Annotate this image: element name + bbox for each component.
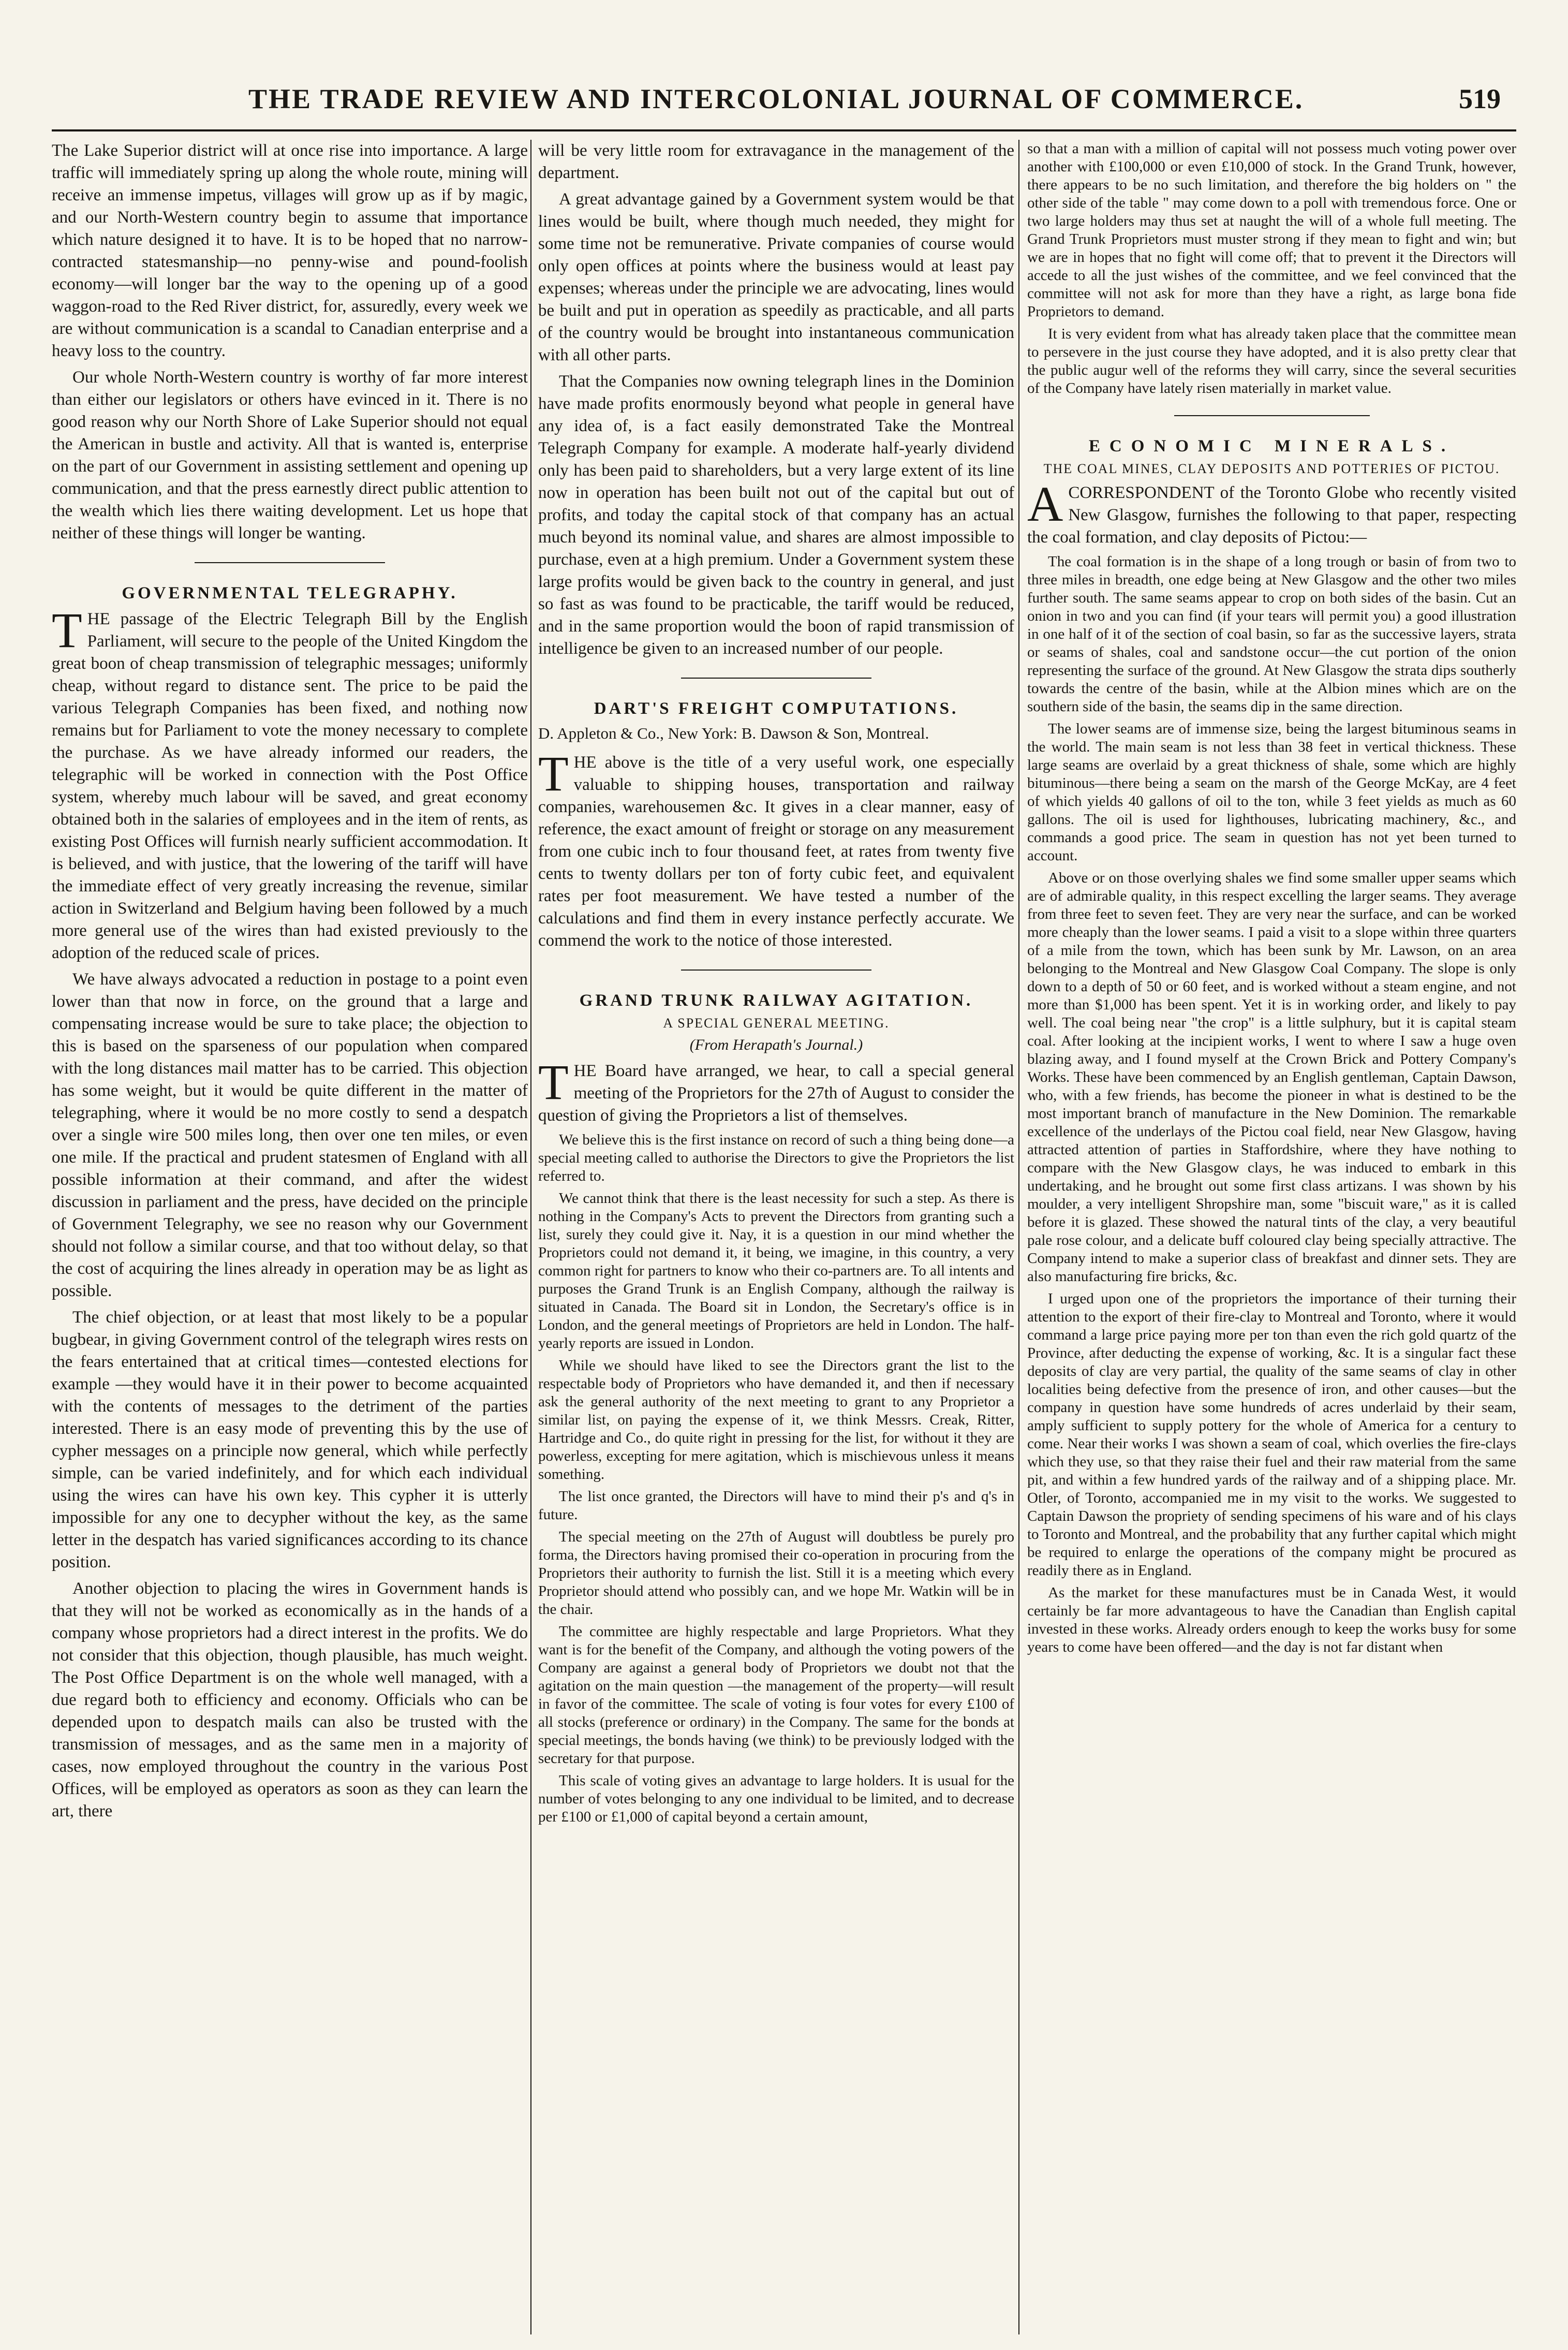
section-divider <box>1174 415 1370 416</box>
column-3 <box>1027 140 1516 2334</box>
paragraph: While we should have liked to see the Directors grant the list to the respectable body of Proprietors who have demanded it, and then if necessary ask the general authority of the next meeting to grant to any Proprietor a similar list, on paying the expense of it, we think Messrs. Creak, Ritter, Hartridge and Co., do quite right in pressing for the list, for without it they are powerless, excepting for mere agitation, which is mischievous unless it means something. <box>538 1357 1014 1482</box>
paragraph: Above or on those overlying shales we find some smaller upper seams which are of admirable quality, in this respect excelling the larger seams. They average from three feet to seven feet. They are very near the surface, and can be worked more cheaply than the lower seams. I paid a visit to a slope within three quarters of a mile from the town, which has been sunk by Mr. Lawson, on an area belonging to the Montreal and New Glasgow Coal Company. The slope is only down to a depth of 50 or 60 feet, and is worked without a steam engine, and not more than $1,000 has been spent. Yet it is in working order, and likely to pay well. The coal being near "the crop" is a little sulphury, but it is capital steam coal. After looking at the incipient works, I went to where I saw a huge oven blazing away, and I found myself at the Crown Brick and Pottery Company's Works. These have been commenced by an English gentleman, Captain Dawson, who, with a few friends, has become the pioneer in what is destined to be the most important branch of manufacture in the New Dominion. The remarkable excellence of the underlays of the Pictou coal field, near New Glasgow, having attracted attention of parties in Staffordshire, where they have nothing to compare with the New Glasgow clays, he was induced to embark in this undertaking, and he brought out some first class artizans. I was shown by his moulder, a very intelligent Shropshire man, some "biscuit ware," as it is called before it is glazed. These showed the natural tints of the clay, a very beautiful pale rose colour, and a delicate buff coloured clay being specially attractive. The Company intend to make a superior class of breakfast and dinner sets. They are also manufacturing fire bricks, &c. <box>1027 870 1516 1285</box>
drop-cap: T <box>538 746 569 801</box>
paragraph <box>1027 476 1516 549</box>
paragraph <box>52 603 528 964</box>
paragraph-text: HE passage of the Electric Telegraph Bill by the English Parliament, will secure to the people of the United Kingdom the great boon of cheap transmission of telegraphic messages; uniformly cheap, without regard to distance sent. The price to be paid the various Telegraph Companies has been fixed, and nothing now remains but for Parliament to vote the money necessary to complete the purchase. As we have already informed our readers, the telegraphic will be worked in connection with the Post Office system, whereby much labour will be saved, and great economy obtained both in the salaries of employees and in the item of rents, as existing Post Offices will furnish nearly sufficient accommodation. It is believed, and with justice, that the lowering of the tariff will have the immediate effect of very greatly increasing the revenue, similar action in Switzerland and Belgium having been followed by a much more general use of the wires than had existed previously to the adoption of the reduced scale of prices. <box>52 610 528 962</box>
page-header <box>52 78 1516 125</box>
paragraph <box>538 1054 1014 1127</box>
paragraph <box>538 746 1014 952</box>
small-print-block <box>538 1131 1014 1826</box>
journal-title: THE TRADE REVIEW AND INTERCOLONIAL JOURNAL OF COMMERCE. <box>248 83 1304 114</box>
paragraph: will be very little room for extravagance in the management of the department. <box>538 141 1014 182</box>
paragraph-text: HE Board have arranged, we hear, to call a special general meeting of the Proprietors for the 27th of August to consider the question of giving the Proprietors a list of themselves. <box>538 1062 1014 1125</box>
paragraph: We have always advocated a reduction in postage to a point even lower than that now in force, on the ground that a large and compensating increase would be sure to take place; the objection to this is based on the sparseness of our population when compared with the long distances mail matter has to be carried. This objection has some weight, but it would be quite different in the matter of telegraphing, where it would be no more costly to send a despatch over a single wire 500 miles long, then over one ten miles, or even one mile. If the practical and prudent statesmen of England with all possible information at their command, and after the widest discussion in parliament and the press, have decided on the principle of Government Telegraphy, we see no reason why our Government should not follow a similar course, and that too without delay, so that the cost of acquiring the lines already in operation may be as light as possible. <box>52 970 528 1300</box>
section-divider <box>681 678 871 679</box>
article-source: (From Herapath's Journal.) <box>689 1036 863 1053</box>
drop-cap: T <box>538 1054 569 1110</box>
paragraph: Another objection to placing the wires in Government hands is that they will not be worked as economically as in the hands of a company whose proprietors had a direct interest in the profits. We do not consider that this objection, though plausible, has much weight. The Post Office Department is on the whole well managed, with a due regard both to efficiency and economy. Officials who can be depended upon to despatch mails can also be trusted with the transmission of messages, and as the same men in a majority of cases, now employed throughout the country in the various Post Offices, will be employed as operators as soon as they can learn the art, there <box>52 1579 528 1820</box>
paragraph: We believe this is the first instance on record of such a thing being done—a special meeting called to authorise the Directors to give the Proprietors the list referred to. <box>538 1132 1014 1184</box>
paragraph: A great advantage gained by a Government system would be that lines would be built, where though much needed, they might for some time not be remunerative. Private companies of course would only open offices at points where the business would at least pay expenses; whereas under the principle we are advocating, lines would be built and put in operation as speedily as practicable, and all parts of the country would be brought into instantaneous communication with all other parts. <box>538 190 1014 364</box>
paragraph: It is very evident from what has already taken place that the committee mean to persevere in the just course they have adopted, and it is also pretty clear that the public augur well of the reforms they will carry, since the several securities of the Company have lately risen materially in market value. <box>1027 326 1516 396</box>
header-rule <box>52 129 1516 131</box>
section-divider <box>195 562 385 563</box>
paragraph: The Lake Superior district will at once rise into importance. A large traffic will immediately spring up along the whole route, mining will receive an immense impetus, villages will grow up as if by magic, and our North-Western country begin to assume that importance which nature designed it to have. It is to be hoped that no narrow-contracted statesmanship—no penny-wise and pound-foolish economy—will longer bar the way to the opening up of a good waggon-road to the Red River district, for, assuredly, every week we are without communication is a scandal to Canadian enterprise and a heavy loss to the country. <box>52 141 528 360</box>
section-divider <box>681 970 871 971</box>
small-print-block <box>1027 140 1516 398</box>
drop-cap: T <box>52 603 82 658</box>
paragraph: so that a man with a million of capital will not possess much voting power over another with £100,000 or even £10,000 of stock. In the Grand Trunk, however, there appears to be no such limitation, and therefore the big holders on " the other side of the table " may come down to a poll with tremendous force. One or two large holders may thus set at naught the will of a whole full meeting. The Grand Trunk Proprietors must muster strong if they mean to fight and win; but we are in hopes that no fight will come off; that to prevent it the Directors will accede to all the just wishes of the committee, and we feel convinced that the committee will not ask for more than they have a right, as large bona fide Proprietors to demand. <box>1027 140 1516 320</box>
paragraph: The chief objection, or at least that most likely to be a popular bugbear, in giving Government control of the telegraph wires rests on the fears entertained that at critical times—contested elections for example —they would have it in their power to become acquainted with the contents of messages to the detriment of the parties interested. There is an easy mode of preventing this by the use of cypher messages on a principle now general, which while perfectly simple, can be varied indefinitely, and for which each individual using the wires can have his own key. This cypher it is utterly impossible for any one to decypher without the key, as the same letter in the despatch has varied significances according to its chance position. <box>52 1308 528 1571</box>
column-2 <box>538 140 1014 2334</box>
paragraph-text: HE above is the title of a very useful work, one especially valuable to shipping houses, transportation and railway companies, warehousemen &c. It gives in a clear manner, easy of reference, the exact amount of freight or storage on any measurement from one cubic inch to four thousand feet, at rates from twenty five cents to twenty dollars per ton of forty cubic feet, and equivalent rates per foot measurement. We have tested a number of the calculations and find them in every instance perfectly accurate. We commend the work to the notice of those interested. <box>538 753 1014 950</box>
paragraph: That the Companies now owning telegraph lines in the Dominion have made profits enormously beyond what people in general have any idea of, is a fact easily demonstrated Take the Montreal Telegraph Company for example. A moderate half-yearly dividend only has been paid to shareholders, but a very large extent of its line now in operation has been built not out of the capital but out of profits, and today the capital stock of that company has an actual much beyond its nominal value, and shares are almost impossible to purchase, even at a high premium. Under a Government system these large profits would be given back to the country in general, and just so fast as was found to be practicable, the tariff would be reduced, and in the same proportion would the boon of rapid transmission of intelligence be given to an increased number of our people. <box>538 372 1014 658</box>
paragraph: The coal formation is in the shape of a long trough or basin of from two to three miles in breadth, one edge being at New Glasgow and the other two miles further south. The same seams appear to crop on both sides of the basin. Cut an onion in two and you can find (if your tears will permit you) a good illustration in one half of it of the section of coal basin, so far as the successive layers, strata or seams of shales, coal and sandstone occur—the cut portion of the onion representing the surface of the ground. At New Glasgow the strata dips southerly towards the centre of the basin, while at the Albion mines which are on the southern side of the basin, the seams dip in the same direction. <box>1027 553 1516 715</box>
article-subtitle: THE COAL MINES, CLAY DEPOSITS AND POTTERIES OF PICTOU. <box>1043 461 1500 476</box>
paragraph: Our whole North-Western country is worthy of far more interest than either our legislators or others have evinced in it. There is no good reason why our North Shore of Lake Superior should not equal the American in bustle and activity. All that is wanted is, enterprise on the part of our Government in assisting settlement and opening up communication, and that the press earnestly direct public attention to the wealth which lies there waiting development. Let us hope that neither of these things will longer be wanting. <box>52 368 528 542</box>
paragraph: The list once granted, the Directors will have to mind their p's and q's in future. <box>538 1488 1014 1523</box>
page-number: 519 <box>1459 83 1501 114</box>
paragraph: The special meeting on the 27th of August will doubtless be purely pro forma, the Directors having promised their co-operation in procuring from the Proprietors their authority to furnish the list. Still it is a meeting which every Proprietor should attend who possibly can, and we hope Mr. Watkin will be in the chair. <box>538 1529 1014 1618</box>
article-title-dart: DART'S FREIGHT COMPUTATIONS. <box>594 699 959 718</box>
publisher-line: D. Appleton & Co., New York: B. Dawson & Son, Montreal. <box>538 724 929 742</box>
paragraph: The committee are highly respectable and large Proprietors. What they want is for the benefit of the Company, and although the voting powers of the Company are against a general body of Proprietors we doubt not that the agitation on the main question —the management of the property—will result in favor of the committee. The scale of voting is four votes for every £100 of all stocks (preference or ordinary) in the Company. The same for the bonds at special meetings, the bonds having (we think) to be previously lodged with the secretary for that purpose. <box>538 1623 1014 1767</box>
column-divider <box>1018 140 1019 2334</box>
article-title-telegraphy: GOVERNMENTAL TELEGRAPHY. <box>122 584 458 603</box>
paragraph: The lower seams are of immense size, being the largest bituminous seams in the world. The main seam is not less than 38 feet in vertical thickness. These large seams are overlaid by a great thickness of shale, some which are highly bituminous—there being a seam on the marsh of the George McKay, are 4 feet of which yields 40 gallons of oil to the ton, while 3 feet yields as much as 60 gallons. The oil is used for lighthouses, lubricating machinery, &c., and commands a good price. The seam in question has not yet been turned to account. <box>1027 721 1516 864</box>
paragraph: As the market for these manufactures must be in Canada West, it would certainly be far more advantageous to have the Canadian than English capital invested in these works. Already orders enough to keep the works busy for some years to come have been offered—and the day is not far distant when <box>1027 1584 1516 1655</box>
paragraph: We cannot think that there is the least necessity for such a step. As there is nothing in the Company's Acts to prevent the Directors from granting such a list, surely they could give it. Nay, it is a question in our mind whether the Proprietors could not demand it, it being, we imagine, in this country, a very common right for partners to know who their co-partners are. To all intents and purposes the Grand Trunk is an English Company, although the railway is situated in Canada. The Board sit in London, the Secretary's office is in London, and the general meetings of Proprietors are held in London. The half-yearly reports are issued in London. <box>538 1190 1014 1352</box>
paragraph-text: CORRESPONDENT of the Toronto Globe who recently visited New Glasgow, furnishes the following to that paper, respecting the coal formation, and clay deposits of Pictou:— <box>1027 483 1516 547</box>
column-divider <box>530 140 531 2334</box>
article-title-minerals: ECONOMIC MINERALS. <box>1088 437 1455 456</box>
paragraph: I urged upon one of the proprietors the importance of their turning their attention to the export of their fire-clay to Montreal and Toronto, where it would command a large price paying more per ton than even the rich gold quartz of the Province, after deducting the expense of working, &c. It is a singular fact these deposits of clay are very partial, the quality of the same seams of clay in other localities being defective from the presence of iron, and other causes—but the company in question have some hundreds of acres underlaid by their seam, amply sufficient to supply pottery for the whole of America for a century to come. Near their works I was shown a seam of coal, which overlies the fire-clays which they use, so that they raise their fuel and their raw material from the same pit, and within a few hundred yards of the railway and of a shipping place. Mr. Otler, of Toronto, accompanied me in my visit to the works. We suggested to Captain Dawson the propriety of sending specimens of his ware and of his clays to Toronto and Montreal, and the probability that any further capital which might be required to enlarge the operations of the company might be procured as readily there as in England. <box>1027 1290 1516 1579</box>
article-title-grand-trunk: GRAND TRUNK RAILWAY AGITATION. <box>579 991 973 1010</box>
drop-cap: A <box>1027 476 1063 532</box>
article-subtitle: A SPECIAL GENERAL MEETING. <box>663 1016 890 1031</box>
column-1 <box>52 140 528 2334</box>
paragraph: This scale of voting gives an advantage to large holders. It is usual for the number of votes belonging to any one individual to be limited, and to decrease per £100 or £1,000 of capital beyond a certain amount, <box>538 1772 1014 1825</box>
small-print-block <box>1027 553 1516 1656</box>
